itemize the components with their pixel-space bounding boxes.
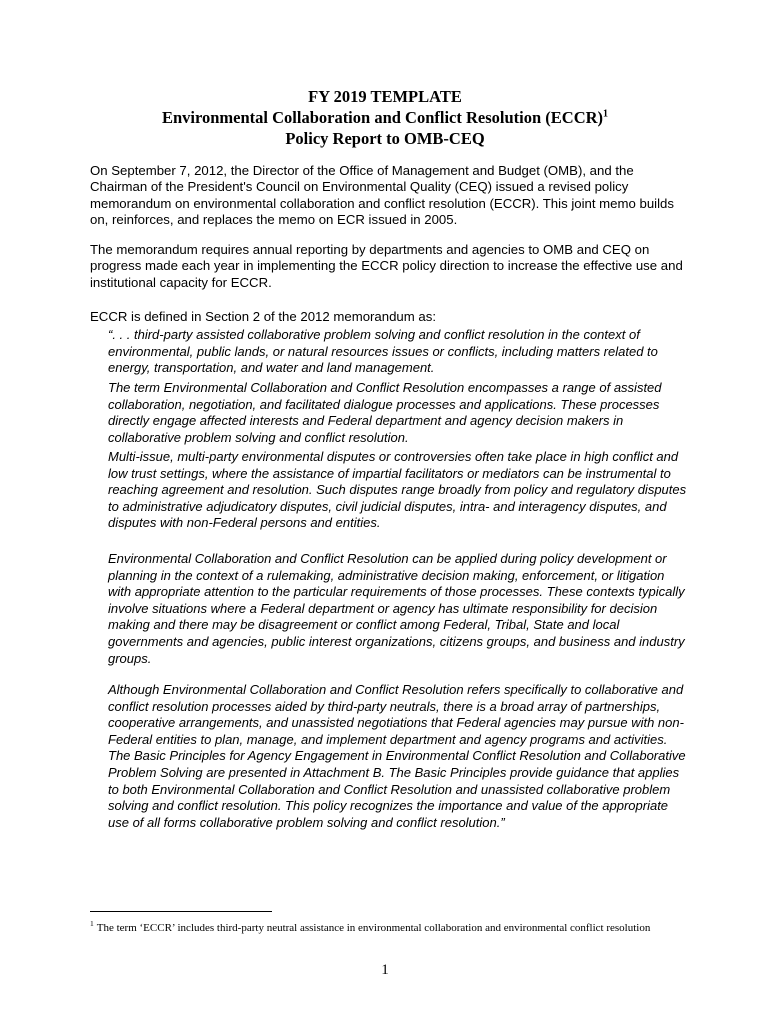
quote-paragraph-2: The term Environmental Collaboration and Conflict Resolution encompasses a range of assisted collaboration, negotiation, and facilitated dialogue processes and applications. These processes directly engage affected interests and Federal department and agency decision makers in collaborative problem solving and conflict resolution.	[108, 380, 662, 445]
quote-paragraph-3: Multi-issue, multi-party environmental disputes or controversies often take place in high conflict and low trust settings, where the assistance of impartial facilitators or mediators can be instrumental to reaching agreement and resolution. Such disputes range broadly from policy and regulatory disputes to administrative adjudicatory disputes, civil judicial disputes, intra- and interagency disputes, and disputes with non-Federal persons and entities.	[108, 449, 687, 531]
page-number: 1	[381, 962, 389, 978]
footnote-marker: 1	[90, 919, 94, 929]
quote-paragraph-1: “. . . third-party assisted collaborative problem solving and conflict resolution in the context of environmental, public lands, or natural resources issues or conflicts, including matters related to energy, transportation, and water and land management.	[108, 327, 658, 376]
reporting-paragraph: The memorandum requires annual reporting by departments and agencies to OMB and CEQ on progress made each year in implementing the ECCR policy direction to increase the effective use and institutional capacity for ECCR.	[90, 242, 683, 290]
quote-paragraph-4: Environmental Collaboration and Conflict Resolution can be applied during policy development or planning in the context of a rulemaking, administrative decision making, enforcement, or litigation with appropriate attention to the particular requirements of those processes. These contexts typically involve situations where a Federal department or agency has ultimate responsibility for decision making and there may be disagreement or conflict among Federal, Tribal, State and local governments and agencies, public interest organizations, citizens groups, and business and industry groups.	[108, 551, 685, 666]
intro-paragraph: On September 7, 2012, the Director of the Office of Management and Budget (OMB), and the Chairman of the President's Council on Environmental Quality (CEQ) issued a revised policy memorandum on environmental collaboration and conflict resolution (ECCR). This joint memo builds on, reinforces, and replaces the memo on ECR issued in 2005.	[90, 163, 674, 228]
title-subject-text: Environmental Collaboration and Conflict Resolution (ECCR)	[161, 108, 604, 127]
footnote-divider	[90, 911, 272, 912]
quote-paragraph-5: Although Environmental Collaboration and Conflict Resolution refers specifically to collaborative and conflict resolution processes aided by third-party neutrals, there is a broad array of partnerships, cooperative arrangements, and unassisted negotiations that Federal agencies may pursue with non-Federal entities to plan, manage, and implement department and agency programs and activities. The Basic Principles for Agency Engagement in Environmental Conflict Resolution and Collaborative Problem Solving are presented in Attachment B. The Basic Principles provide guidance that applies to both Environmental Collaboration and Conflict Resolution and unassisted collaborative problem solving and conflict resolution. This policy recognizes the importance and value of the appropriate use of all forms collaborative problem solving and conflict resolution.”	[108, 682, 686, 830]
title-line-report: Policy Report to OMB-CEQ	[285, 129, 485, 148]
footnote	[90, 920, 690, 936]
footnote-text: The term ‘ECCR’ includes third-party neutral assistance in environmental collaboration and environmental conflict resolution	[96, 922, 651, 934]
footnote-reference[interactable]: 1	[603, 108, 609, 120]
definition-intro: ECCR is defined in Section 2 of the 2012 memorandum as:	[90, 309, 436, 324]
document-title	[0, 86, 770, 149]
title-line-subject	[0, 107, 770, 128]
title-line-year: FY 2019 TEMPLATE	[308, 87, 462, 106]
